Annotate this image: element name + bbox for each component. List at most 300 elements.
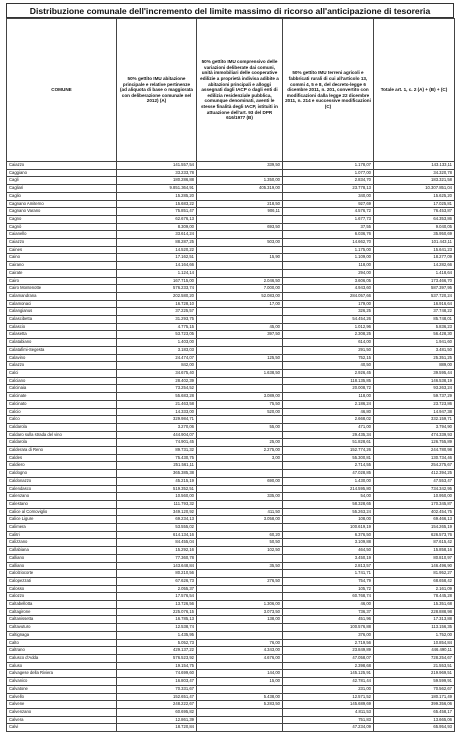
- cell-imu-abitazione: 73.254,52: [117, 385, 197, 393]
- cell-imu-abitazione: 3.183,03: [117, 346, 197, 354]
- cell-imu-cooperative: 397,50: [197, 331, 283, 339]
- cell-imu-abitazione: 365.385,38: [117, 470, 197, 478]
- cell-imu-cooperative: [197, 462, 283, 470]
- cell-imu-abitazione: 53.555,02: [117, 524, 197, 532]
- table-row: [7, 300, 455, 308]
- cell-comune: Caiazzo: [7, 239, 117, 247]
- cell-imu-abitazione: 45.215,19: [117, 477, 197, 485]
- cell-imu-cooperative: [197, 215, 283, 223]
- cell-imu-cooperative: 405.319,00: [197, 185, 283, 193]
- cell-comune: Calci: [7, 369, 117, 377]
- cell-total: 9.040,05: [374, 223, 455, 231]
- cell-imu-terreni: 47.028,85: [283, 470, 374, 478]
- table-row: [7, 624, 455, 632]
- cell-imu-cooperative: [197, 585, 283, 593]
- cell-total: 37.748,22: [374, 308, 455, 316]
- cell-total: 587.397,95: [374, 285, 455, 293]
- cell-imu-cooperative: [197, 316, 283, 324]
- cell-total: 17.025,81: [374, 200, 455, 208]
- cell-imu-terreni: 12.571,52: [283, 693, 374, 701]
- table-row: [7, 285, 455, 293]
- cell-total: 889,00: [374, 362, 455, 370]
- cell-imu-terreni: 2.668,02: [283, 416, 374, 424]
- cell-total: 65.458,17: [374, 708, 455, 716]
- cell-comune: Calestano: [7, 500, 117, 508]
- cell-total: 10.307.851,04: [374, 185, 455, 193]
- table-row: [7, 554, 455, 562]
- cell-total: 2.161,09: [374, 585, 455, 593]
- cell-imu-terreni: 2.714,55: [283, 462, 374, 470]
- cell-total: 17.313,88: [374, 616, 455, 624]
- cell-imu-terreni: 1.175,00: [283, 246, 374, 254]
- cell-imu-abitazione: 62.676,13: [117, 215, 197, 223]
- cell-total: 146.538,19: [374, 377, 455, 385]
- document-title: Distribuzione comunale dell'incremento del limite massimo di ricorso all'anticipazione di tesoreria: [6, 3, 454, 18]
- table-row: [7, 462, 455, 470]
- table-row: [7, 169, 455, 177]
- cell-comune: Calice Ligure: [7, 516, 117, 524]
- cell-comune: Calenzano: [7, 493, 117, 501]
- cell-imu-terreni: 752,15: [283, 354, 374, 362]
- cell-total: 130.734,46: [374, 454, 455, 462]
- table-row: [7, 277, 455, 285]
- table-row: [7, 477, 455, 485]
- cell-imu-terreni: 291,50: [283, 346, 374, 354]
- cell-total: 10.854,84: [374, 639, 455, 647]
- table-row: [7, 423, 455, 431]
- cell-comune: Calliano: [7, 554, 117, 562]
- table-row: [7, 239, 455, 247]
- cell-imu-abitazione: 576.233,74: [117, 285, 197, 293]
- cell-imu-terreni: 47.058,07: [283, 655, 374, 663]
- cell-imu-abitazione: 74.901,45: [117, 439, 197, 447]
- cell-imu-terreni: 23.778,13: [283, 185, 374, 193]
- cell-imu-terreni: 6.376,50: [283, 531, 374, 539]
- cell-imu-abitazione: 84.455,04: [117, 539, 197, 547]
- cell-comune: Calice al Cornoviglio: [7, 508, 117, 516]
- cell-imu-terreni: 42.781,44: [283, 678, 374, 686]
- table-row: [7, 362, 455, 370]
- cell-total: 5.836,23: [374, 323, 455, 331]
- cell-imu-terreni: 58.328,65: [283, 500, 374, 508]
- cell-comune: Calcinate: [7, 393, 117, 401]
- cell-imu-abitazione: 12.538,74: [117, 624, 197, 632]
- cell-imu-abitazione: 2.055,37: [117, 585, 197, 593]
- cell-imu-terreni: 4.943,60: [283, 285, 374, 293]
- cell-total: 93.263,24: [374, 385, 455, 393]
- cell-comune: Cagnano Amiterno: [7, 200, 117, 208]
- cell-total: 412.394,25: [374, 470, 455, 478]
- table-row: [7, 208, 455, 216]
- cell-imu-abitazione: 15.292,16: [117, 547, 197, 555]
- cell-imu-cooperative: [197, 262, 283, 270]
- table-row: [7, 524, 455, 532]
- cell-total: 59.599,91: [374, 678, 455, 686]
- cell-total: 21.553,51: [374, 662, 455, 670]
- cell-imu-cooperative: 906,11: [197, 208, 283, 216]
- cell-imu-cooperative: 4.343,00: [197, 647, 283, 655]
- cell-comune: Calendasco: [7, 485, 117, 493]
- cell-imu-cooperative: 55,00: [197, 423, 283, 431]
- cell-imu-terreni: 145.125,91: [283, 670, 374, 678]
- cell-imu-abitazione: 152.651,47: [117, 693, 197, 701]
- cell-imu-abitazione: 614.134,16: [117, 531, 197, 539]
- cell-total: 15.641,23: [374, 246, 455, 254]
- cell-total: 244.780,98: [374, 447, 455, 455]
- table-row: [7, 701, 455, 709]
- cell-imu-cooperative: [197, 269, 283, 277]
- cell-total: 70.562,67: [374, 685, 455, 693]
- cell-imu-cooperative: [197, 570, 283, 578]
- cell-comune: Caltavuturo: [7, 624, 117, 632]
- cell-imu-cooperative: 503,00: [197, 239, 283, 247]
- cell-comune: Calopezzati: [7, 577, 117, 585]
- cell-imu-terreni: 1.741,71: [283, 570, 374, 578]
- cell-imu-abitazione: 141.557,54: [117, 162, 197, 170]
- table-row: [7, 200, 455, 208]
- cell-imu-abitazione: 9.851.364,91: [117, 185, 197, 193]
- cell-imu-terreni: 55.300,81: [283, 454, 374, 462]
- cell-imu-abitazione: 251.561,11: [117, 462, 197, 470]
- table-row: [7, 655, 455, 663]
- cell-imu-abitazione: 202.580,20: [117, 292, 197, 300]
- cell-imu-cooperative: 35,50: [197, 562, 283, 570]
- table-row: [7, 339, 455, 347]
- cell-imu-cooperative: [197, 708, 283, 716]
- cell-imu-abitazione: 16.803,47: [117, 678, 197, 686]
- cell-imu-abitazione: 519.352,51: [117, 485, 197, 493]
- cell-imu-cooperative: [197, 662, 283, 670]
- cell-comune: Calderara di Reno: [7, 447, 117, 455]
- cell-imu-abitazione: 143.648,84: [117, 562, 197, 570]
- table-row: [7, 323, 455, 331]
- cell-total: 14.947,38: [374, 408, 455, 416]
- cell-imu-terreni: 46,80: [283, 408, 374, 416]
- table-row: [7, 593, 455, 601]
- cell-imu-terreni: 376,00: [283, 631, 374, 639]
- cell-comune: Caluso: [7, 662, 117, 670]
- cell-total: 173.466,70: [374, 277, 455, 285]
- cell-imu-cooperative: 3.058,00: [197, 516, 283, 524]
- table-row: [7, 308, 455, 316]
- cell-imu-terreni: 751,83: [283, 716, 374, 724]
- cell-imu-abitazione: 225.076,15: [117, 608, 197, 616]
- cell-imu-cooperative: 1.350,00: [197, 177, 283, 185]
- cell-comune: Caltagirone: [7, 608, 117, 616]
- cell-total: 56.428,30: [374, 331, 455, 339]
- cell-imu-cooperative: [197, 362, 283, 370]
- cell-comune: Calvera: [7, 716, 117, 724]
- cell-imu-cooperative: 25,00: [197, 439, 283, 447]
- table-row: [7, 439, 455, 447]
- cell-imu-cooperative: [197, 169, 283, 177]
- cell-total: 219.969,51: [374, 670, 455, 678]
- table-row: [7, 408, 455, 416]
- cell-imu-abitazione: 19.154,75: [117, 662, 197, 670]
- cell-imu-abitazione: 16.785,13: [117, 616, 197, 624]
- cell-comune: Cairo Montenotte: [7, 285, 117, 293]
- cell-comune: Cagli: [7, 177, 117, 185]
- cell-imu-cooperative: 60,20: [197, 531, 283, 539]
- cell-imu-abitazione: 77.360,78: [117, 554, 197, 562]
- cell-comune: Calatafimi-Segesta: [7, 346, 117, 354]
- cell-total: 16.916,64: [374, 300, 455, 308]
- cell-imu-terreni: 100.576,88: [283, 624, 374, 632]
- cell-comune: Cagno: [7, 215, 117, 223]
- cell-imu-cooperative: 1.638,50: [197, 369, 283, 377]
- column-header-comune: COMUNE: [7, 19, 117, 162]
- cell-total: 3.794,90: [374, 423, 455, 431]
- cell-total: 146.496,90: [374, 562, 455, 570]
- cell-imu-abitazione: 14.333,00: [117, 408, 197, 416]
- cell-imu-abitazione: 67.626,73: [117, 577, 197, 585]
- cell-comune: Caianello: [7, 231, 117, 239]
- cell-imu-cooperative: 7.000,00: [197, 285, 283, 293]
- cell-imu-terreni: 2.719,56: [283, 639, 374, 647]
- cell-comune: Calozzo: [7, 593, 117, 601]
- cell-total: 15.625,20: [374, 192, 455, 200]
- cell-total: 87.615,42: [374, 539, 455, 547]
- cell-imu-abitazione: 8.309,00: [117, 223, 197, 231]
- table-row: [7, 162, 455, 170]
- cell-imu-terreni: 54,00: [283, 493, 374, 501]
- cell-imu-terreni: 471,00: [283, 423, 374, 431]
- column-header-b: 50% gettito IMU comprensivo delle variazioni deliberate dai comuni, unità immobiliari delle cooperative edilizie a proprietà indivisa adibite a abitazioni principali e alloggi assegnati dagli IACP o dagli enti di edilizia residenziale pubblica, comunque denominati, aventi le stesse finalità degli IACP, istituiti in attuazione dell'art. 93 del DPR 616/1977 (B): [197, 19, 283, 162]
- cell-imu-abitazione: 13.726,56: [117, 601, 197, 609]
- cell-imu-abitazione: 24.474,07: [117, 354, 197, 362]
- cell-imu-terreni: 326,25: [283, 308, 374, 316]
- cell-imu-terreni: 2.834,70: [283, 177, 374, 185]
- cell-total: 474.339,93: [374, 431, 455, 439]
- cell-imu-cooperative: [197, 724, 283, 732]
- cell-comune: Calascio: [7, 323, 117, 331]
- table-row: [7, 662, 455, 670]
- cell-imu-cooperative: 1.306,00: [197, 601, 283, 609]
- table-row: [7, 616, 455, 624]
- cell-imu-terreni: 2.398,68: [283, 662, 374, 670]
- cell-imu-terreni: 754,79: [283, 577, 374, 585]
- cell-comune: Caiazzo: [7, 162, 117, 170]
- cell-imu-cooperative: [197, 716, 283, 724]
- cell-total: 15.858,16: [374, 547, 455, 555]
- cell-imu-abitazione: 429.137,22: [117, 647, 197, 655]
- table-row: [7, 685, 455, 693]
- cell-comune: Calvatone: [7, 685, 117, 693]
- cell-imu-terreni: 231,00: [283, 685, 374, 693]
- cell-imu-cooperative: 3.089,00: [197, 393, 283, 401]
- cell-imu-cooperative: 15,90: [197, 254, 283, 262]
- cell-comune: Caldonazzo: [7, 477, 117, 485]
- table-row: [7, 547, 455, 555]
- cell-comune: Cairano: [7, 262, 117, 270]
- cell-imu-terreni: 1.430,00: [283, 477, 374, 485]
- cell-total: 59.737,29: [374, 393, 455, 401]
- cell-imu-cooperative: [197, 554, 283, 562]
- table-row: [7, 346, 455, 354]
- cell-total: 180.171,49: [374, 693, 455, 701]
- cell-imu-terreni: 29.435,34: [283, 431, 374, 439]
- cell-imu-abitazione: 10.560,00: [117, 493, 197, 501]
- cell-imu-terreni: 464,50: [283, 547, 374, 555]
- table-row: [7, 724, 455, 732]
- cell-total: 23.723,86: [374, 400, 455, 408]
- table-row: [7, 262, 455, 270]
- cell-imu-cooperative: 15,00: [197, 678, 283, 686]
- cell-imu-terreni: 23.849,89: [283, 647, 374, 655]
- cell-imu-abitazione: 329.984,71: [117, 416, 197, 424]
- table-row: [7, 185, 455, 193]
- cell-total: 10.950,00: [374, 493, 455, 501]
- cell-imu-terreni: 1.077,00: [283, 169, 374, 177]
- cell-imu-cooperative: [197, 485, 283, 493]
- cell-imu-cooperative: 276,50: [197, 577, 283, 585]
- cell-total: 69.466,13: [374, 516, 455, 524]
- table-row: [7, 177, 455, 185]
- cell-comune: Calascibetta: [7, 316, 117, 324]
- cell-comune: Calvi: [7, 724, 117, 732]
- cell-total: 1.418,64: [374, 269, 455, 277]
- cell-imu-cooperative: [197, 192, 283, 200]
- table-row: [7, 601, 455, 609]
- table-row: [7, 608, 455, 616]
- cell-comune: Calco: [7, 416, 117, 424]
- cell-imu-terreni: 51.828,61: [283, 439, 374, 447]
- cell-total: 25.351,25: [374, 354, 455, 362]
- table-row: [7, 716, 455, 724]
- cell-imu-cooperative: 52.083,00: [197, 292, 283, 300]
- cell-total: 39.595,44: [374, 369, 455, 377]
- column-header-total: Totale art. 1, c. 2 (A) + (B) + (C): [374, 19, 455, 162]
- cell-imu-cooperative: 411,50: [197, 508, 283, 516]
- cell-total: 399.356,06: [374, 701, 455, 709]
- cell-total: 68.658,42: [374, 577, 455, 585]
- cell-total: 254.275,67: [374, 462, 455, 470]
- table-row: [7, 678, 455, 686]
- cell-comune: Calliano: [7, 562, 117, 570]
- table-row: [7, 531, 455, 539]
- cell-comune: Calosso: [7, 585, 117, 593]
- table-row: [7, 470, 455, 478]
- cell-imu-cooperative: 45,00: [197, 323, 283, 331]
- cell-imu-cooperative: 693,50: [197, 223, 283, 231]
- cell-comune: Caldogno: [7, 470, 117, 478]
- cell-imu-abitazione: 28.402,39: [117, 377, 197, 385]
- cell-comune: Caldarola: [7, 439, 117, 447]
- cell-total: 143.133,11: [374, 162, 455, 170]
- cell-comune: Callabiana: [7, 547, 117, 555]
- cell-imu-terreni: 1.677,73: [283, 215, 374, 223]
- cell-imu-abitazione: 180.286,88: [117, 177, 197, 185]
- cell-imu-abitazione: 1.435,95: [117, 631, 197, 639]
- cell-imu-abitazione: 89.731,32: [117, 447, 197, 455]
- cell-imu-abitazione: 17.576,54: [117, 593, 197, 601]
- table-row: [7, 539, 455, 547]
- cell-imu-abitazione: 14.520,22: [117, 246, 197, 254]
- table-row: [7, 585, 455, 593]
- cell-total: 81.952,27: [374, 570, 455, 578]
- cell-imu-cooperative: 520,00: [197, 408, 283, 416]
- cell-comune: Calolziocorte: [7, 570, 117, 578]
- cell-total: 80.810,97: [374, 554, 455, 562]
- cell-imu-abitazione: 34.675,40: [117, 369, 197, 377]
- cell-total: 626.573,76: [374, 531, 455, 539]
- cell-comune: Caltrano: [7, 647, 117, 655]
- cell-imu-abitazione: 80.210,56: [117, 570, 197, 578]
- cell-imu-terreni: 20.008,72: [283, 385, 374, 393]
- cell-comune: Caggiano: [7, 169, 117, 177]
- table-row: [7, 385, 455, 393]
- cell-imu-abitazione: 1.124,14: [117, 269, 197, 277]
- cell-imu-cooperative: [197, 631, 283, 639]
- table-row: [7, 454, 455, 462]
- cell-imu-terreni: 927,69: [283, 200, 374, 208]
- cell-comune: Caglio: [7, 192, 117, 200]
- cell-imu-terreni: 284.057,66: [283, 292, 374, 300]
- cell-comune: Caltanissetta: [7, 616, 117, 624]
- data-table: [6, 18, 455, 732]
- cell-imu-terreni: 614,00: [283, 339, 374, 347]
- cell-imu-terreni: 1.178,07: [283, 162, 374, 170]
- table-row: [7, 269, 455, 277]
- table-row: [7, 354, 455, 362]
- cell-imu-cooperative: 50,50: [197, 539, 283, 547]
- cell-comune: Calvagese della Riviera: [7, 670, 117, 678]
- cell-comune: Cairo: [7, 277, 117, 285]
- cell-imu-terreni: 108,00: [283, 516, 374, 524]
- cell-imu-cooperative: 3.073,50: [197, 608, 283, 616]
- cell-comune: Calazzo: [7, 362, 117, 370]
- cell-imu-terreni: 2.926,45: [283, 369, 374, 377]
- cell-imu-abitazione: 70.331,67: [117, 685, 197, 693]
- cell-imu-cooperative: [197, 339, 283, 347]
- cell-imu-abitazione: 31.293,75: [117, 316, 197, 324]
- cell-total: 446.490,11: [374, 647, 455, 655]
- table-row: [7, 431, 455, 439]
- cell-comune: Calamandrana: [7, 292, 117, 300]
- cell-total: 78.445,28: [374, 593, 455, 601]
- cell-imu-terreni: 736,37: [283, 608, 374, 616]
- cell-imu-abitazione: 3.270,06: [117, 423, 197, 431]
- cell-total: 64.353,86: [374, 215, 455, 223]
- cell-total: 1.941,60: [374, 339, 455, 347]
- cell-total: 101.443,11: [374, 239, 455, 247]
- cell-total: 14.282,66: [374, 262, 455, 270]
- header-row: [7, 19, 455, 162]
- cell-imu-cooperative: 75,50: [197, 400, 283, 408]
- cell-imu-terreni: 214.595,80: [283, 485, 374, 493]
- table-row: [7, 215, 455, 223]
- cell-imu-terreni: 118,00: [283, 262, 374, 270]
- cell-total: 13.665,06: [374, 716, 455, 724]
- cell-imu-terreni: 118,00: [283, 393, 374, 401]
- table-row: [7, 670, 455, 678]
- cell-imu-terreni: 55.263,24: [283, 508, 374, 516]
- cell-imu-cooperative: 4.676,00: [197, 655, 283, 663]
- cell-imu-cooperative: 335,00: [197, 493, 283, 501]
- column-header-c: 50% gettito IMU terreni agricoli e fabbricati rurali di cui all'articolo 13, commi 4, 5 e 8, del decreto-legge 6 dicembre 2011, n. 201, convertito con modificazioni dalla legge 22 dicembre 2011, n. 214 e successive modificazioni (C): [283, 19, 374, 162]
- cell-imu-cooperative: 2.275,00: [197, 447, 283, 455]
- table-row: [7, 231, 455, 239]
- cell-imu-abitazione: 33.233,78: [117, 169, 197, 177]
- cell-imu-abitazione: 576.523,92: [117, 655, 197, 663]
- cell-imu-cooperative: [197, 308, 283, 316]
- cell-imu-cooperative: [197, 500, 283, 508]
- cell-imu-terreni: 6.036,76: [283, 231, 374, 239]
- cell-imu-terreni: 3.606,05: [283, 277, 374, 285]
- cell-imu-cooperative: [197, 470, 283, 478]
- cell-imu-abitazione: 248.222,67: [117, 701, 197, 709]
- cell-imu-terreni: 60.768,74: [283, 593, 374, 601]
